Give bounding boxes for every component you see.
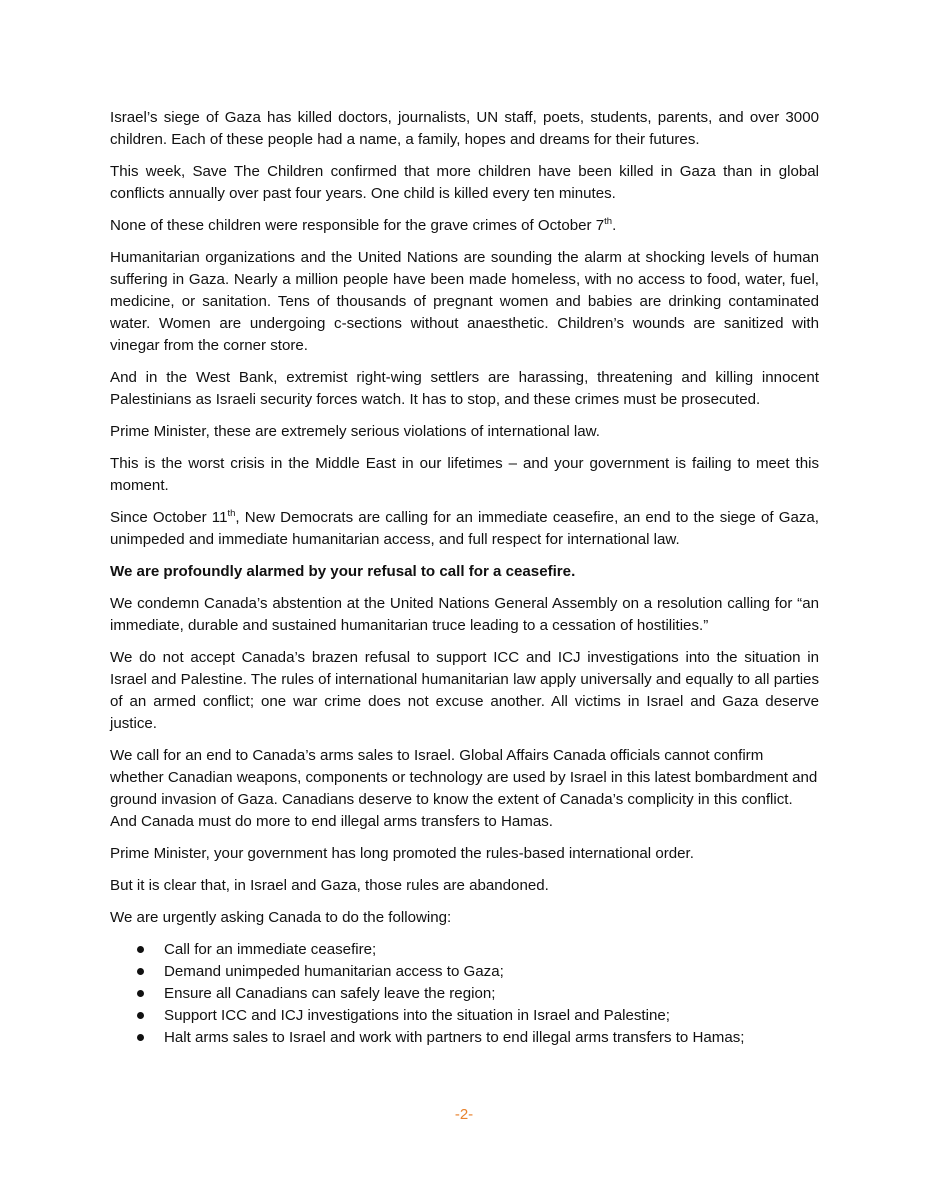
list-item bbox=[110, 939, 819, 961]
request-list bbox=[110, 939, 819, 1049]
paragraph-october-7-text: None of these children were responsible for the grave crimes of October 7 bbox=[110, 217, 605, 234]
paragraph-arms-sales: We call for an end to Canada’s arms sales to Israel. Global Affairs Canada officials cannot confirm whether Canadian weapons, components or technology are used by Israel in this latest bombardment and ground invasion of Gaza. Canadians deserve to know the extent of Canada’s complicity in this conflict. And Canada must do more to end illegal arms transfers to Hamas. bbox=[110, 747, 818, 830]
bullet-icon bbox=[137, 968, 144, 975]
paragraph-october-7 bbox=[110, 215, 819, 237]
paragraph-humanitarian-alarm: Humanitarian organizations and the United Nations are sounding the alarm at shocking levels of human suffering in Gaza. Nearly a million people have been made homeless, with no access to food, water, fuel, medicine, or sanitation. Tens of thousands of pregnant women and babies are drinking contaminated water. Women are undergoing c-sections without anaesthetic. Children’s wounds are sanitized with vinegar from the corner store. bbox=[110, 249, 819, 354]
paragraph-urgent-request: We are urgently asking Canada to do the following: bbox=[110, 909, 452, 926]
list-item-text: Ensure all Canadians can safely leave the region; bbox=[164, 985, 496, 1002]
paragraph-icc-icj: We do not accept Canada’s brazen refusal to support ICC and ICJ investigations into the situation in Israel and Palestine. The rules of international humanitarian law apply universally and equally to all parties of an armed conflict; one war crime does not excuse another. All victims in Israel and Gaza deserve justice. bbox=[110, 649, 819, 732]
paragraph-october-11 bbox=[110, 507, 819, 551]
paragraph-october-11-start: Since October 11 bbox=[110, 509, 228, 526]
bullet-icon bbox=[137, 1034, 144, 1041]
paragraph-rules-abandoned: But it is clear that, in Israel and Gaza, those rules are abandoned. bbox=[110, 877, 549, 894]
page-number: -2- bbox=[454, 1106, 474, 1123]
bullet-icon bbox=[137, 946, 144, 953]
ordinal-suffix: th bbox=[604, 215, 613, 227]
paragraph-ceasefire-alarm: We are profoundly alarmed by your refusal to call for a ceasefire. bbox=[110, 563, 576, 580]
list-item bbox=[110, 1005, 819, 1027]
paragraph-violations: Prime Minister, these are extremely serious violations of international law. bbox=[110, 423, 600, 440]
bullet-icon bbox=[137, 990, 144, 997]
paragraph-west-bank: And in the West Bank, extremist right-wing settlers are harassing, threatening and killing innocent Palestinians as Israeli security forces watch. It has to stop, and these crimes must be prosecuted. bbox=[110, 369, 819, 408]
paragraph-worst-crisis: This is the worst crisis in the Middle East in our lifetimes – and your government is failing to meet this moment. bbox=[110, 455, 819, 494]
paragraph-rules-based-order: Prime Minister, your government has long promoted the rules-based international order. bbox=[110, 845, 694, 862]
list-item-text: Demand unimpeded humanitarian access to Gaza; bbox=[164, 963, 504, 980]
list-item-text: Support ICC and ICJ investigations into the situation in Israel and Palestine; bbox=[164, 1007, 670, 1024]
ordinal-suffix: th bbox=[227, 507, 236, 519]
paragraph-october-11-rest: , New Democrats are calling for an immediate ceasefire, an end to the siege of Gaza, unimpeded and immediate humanitarian access, and full respect for international law. bbox=[110, 509, 819, 548]
bullet-icon bbox=[137, 1012, 144, 1019]
list-item bbox=[110, 983, 819, 1005]
list-item-text: Halt arms sales to Israel and work with partners to end illegal arms transfers to Hamas; bbox=[164, 1029, 745, 1046]
paragraph-siege-casualties: Israel’s siege of Gaza has killed doctors, journalists, UN staff, poets, students, parents, and over 3000 children. Each of these people had a name, a family, hopes and dreams for their futures. bbox=[110, 109, 819, 148]
list-item bbox=[110, 961, 819, 983]
paragraph-october-7-end: . bbox=[612, 217, 617, 234]
paragraph-save-the-children: This week, Save The Children confirmed that more children have been killed in Gaza than in global conflicts annually over past four years. One child is killed every ten minutes. bbox=[110, 163, 819, 202]
list-item bbox=[110, 1027, 819, 1049]
paragraph-un-abstention: We condemn Canada’s abstention at the United Nations General Assembly on a resolution calling for “an immediate, durable and sustained humanitarian truce leading to a cessation of hostilities.” bbox=[110, 595, 819, 634]
list-item-text: Call for an immediate ceasefire; bbox=[164, 941, 377, 958]
